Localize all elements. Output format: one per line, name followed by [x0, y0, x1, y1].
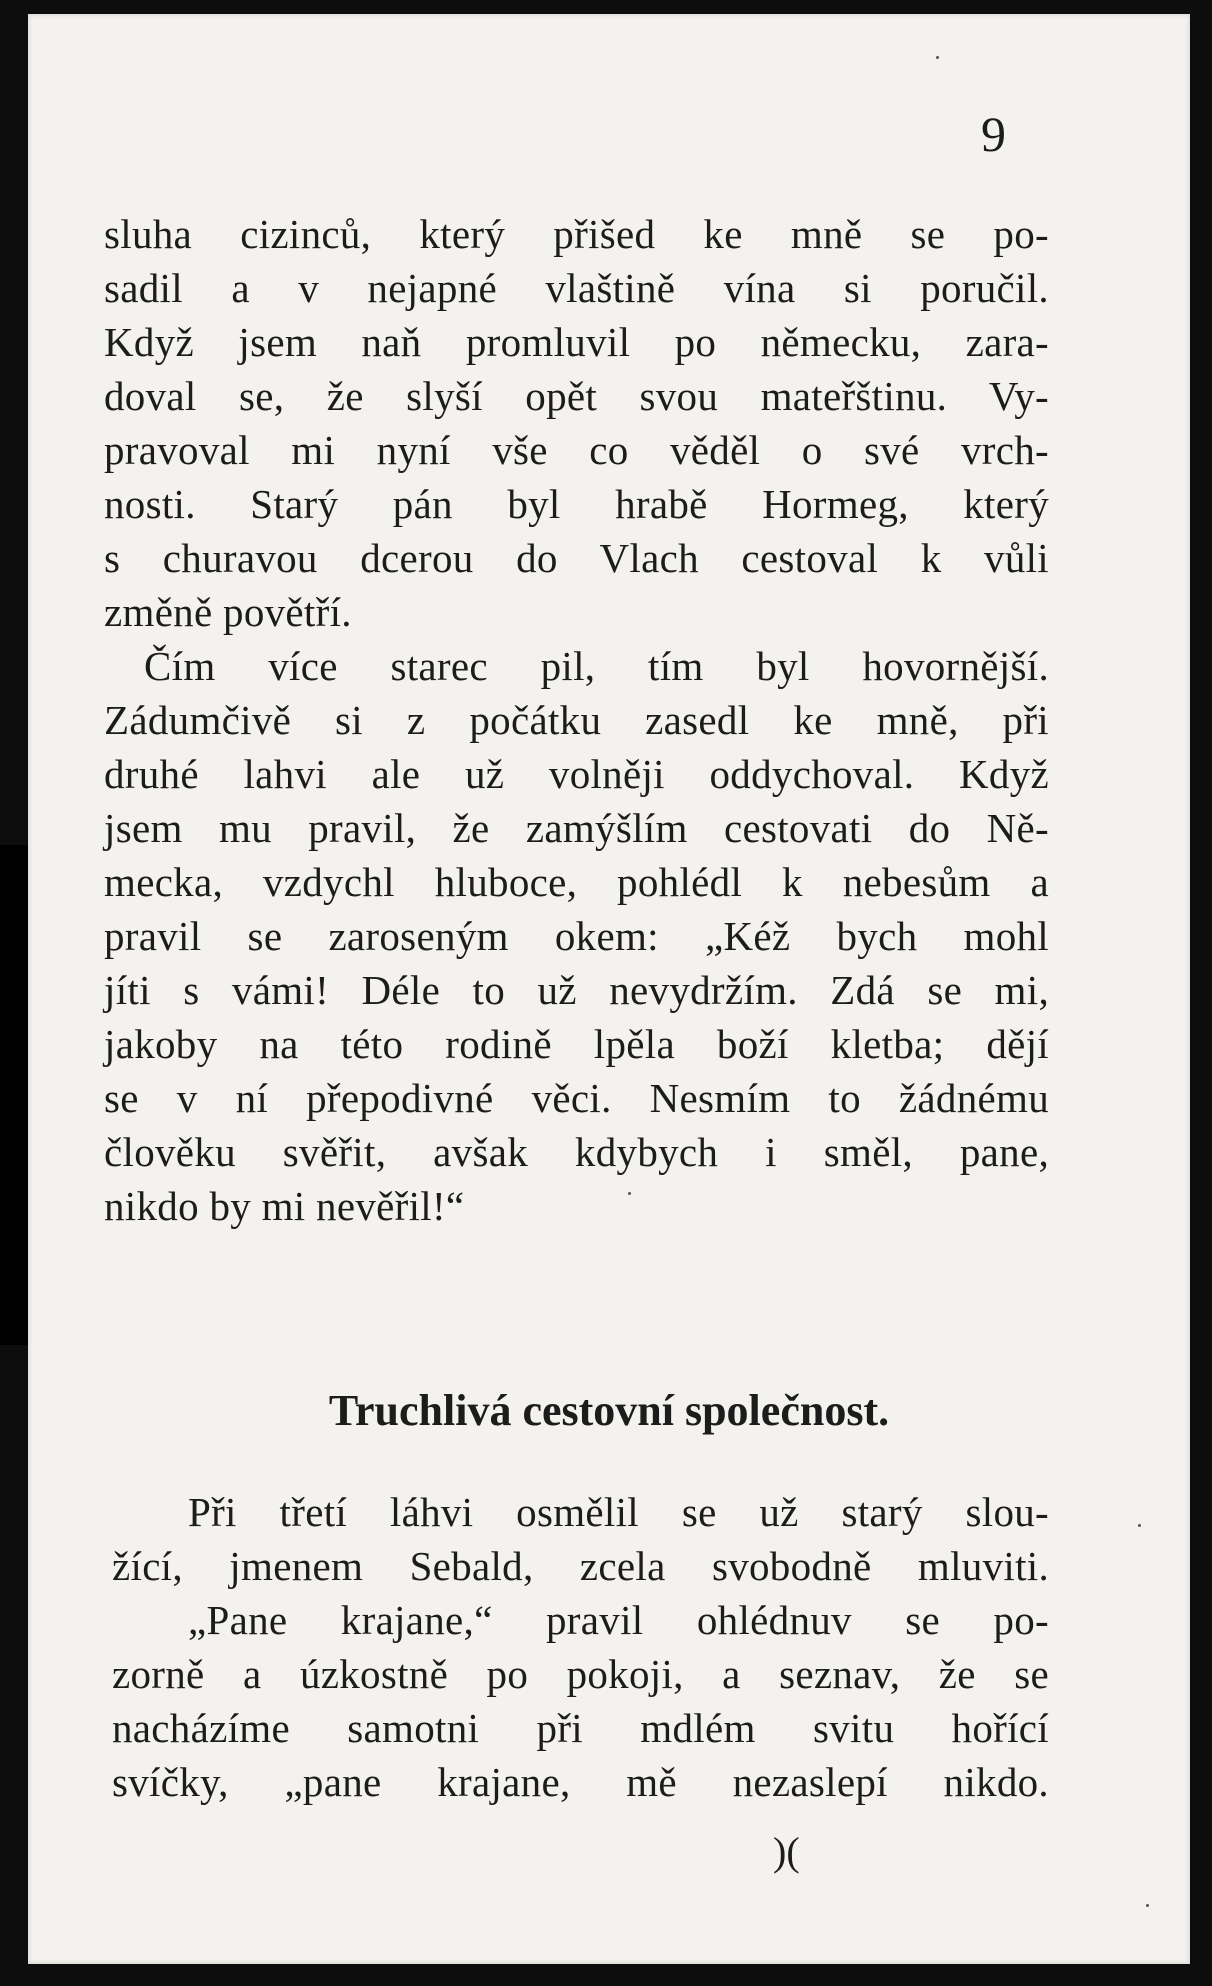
text-line: změně povětří. [104, 589, 352, 635]
ink-speck [1138, 1524, 1141, 1527]
text-line: svíčky, „pane krajane, mě nezaslepí nikdo. [112, 1759, 1049, 1805]
text-line: nikdo by mi nevěřil!“ [104, 1183, 465, 1229]
section-heading: Truchlivá cestovní společnost. [328, 1386, 890, 1435]
text-line: mecka, vzdychl hluboce, pohlédl k nebesům a [104, 859, 1049, 905]
ink-speck [1146, 1904, 1149, 1907]
text-line: druhé lahvi ale už volněji oddychoval. Když [104, 751, 1049, 797]
text-line: jakoby na této rodině lpěla boží kletba; dějí [104, 1021, 1049, 1067]
text-line: nacházíme samotni při mdlém svitu hořící [112, 1705, 1049, 1751]
text-line: jíti s vámi! Déle to už nevydržím. Zdá se mi, [104, 967, 1049, 1013]
ink-speck [936, 56, 939, 59]
text-line: Při třetí láhvi osmělil se už starý slou- [188, 1489, 1049, 1535]
book-page [28, 14, 1190, 1964]
text-line: zorně a úzkostně po pokoji, a seznav, že se [112, 1651, 1049, 1697]
text-line: Zádumčivě si z počátku zasedl ke mně, při [104, 697, 1049, 743]
text-line: doval se, že slyší opět svou mateřštinu. Vy- [104, 373, 1049, 419]
text-line: pravil se zaroseným okem: „Kéž bych mohl [104, 913, 1049, 959]
text-line: sluha cizinců, který přišed ke mně se po- [104, 211, 1049, 257]
text-line: se v ní přepodivné věci. Nesmím to žádnému [104, 1075, 1049, 1121]
printer-signature-mark: )( [773, 1829, 800, 1874]
scan-edge-shadow [0, 845, 30, 1345]
text-line: jsem mu pravil, že zamýšlím cestovati do Ně- [104, 805, 1049, 851]
text-line: pravoval mi nyní vše co věděl o své vrch- [104, 427, 1049, 473]
text-line: Když jsem naň promluvil po německu, zara- [104, 319, 1049, 365]
text-line: sadil a v nejapné vlaštině vína si poručil. [104, 265, 1049, 311]
page-number: 9 [981, 106, 1006, 162]
ink-speck [628, 1192, 631, 1195]
text-line: člověku svěřit, avšak kdybych i směl, pane, [104, 1129, 1049, 1175]
text-line: s churavou dcerou do Vlach cestoval k vůli [104, 535, 1049, 581]
text-line: žící, jmenem Sebald, zcela svobodně mluviti. [112, 1543, 1049, 1589]
text-line: „Pane krajane,“ pravil ohlédnuv se po- [188, 1597, 1049, 1643]
text-line: nosti. Starý pán byl hrabě Hormeg, který [104, 481, 1049, 527]
text-line: Čím více starec pil, tím byl hovornější. [144, 643, 1049, 689]
